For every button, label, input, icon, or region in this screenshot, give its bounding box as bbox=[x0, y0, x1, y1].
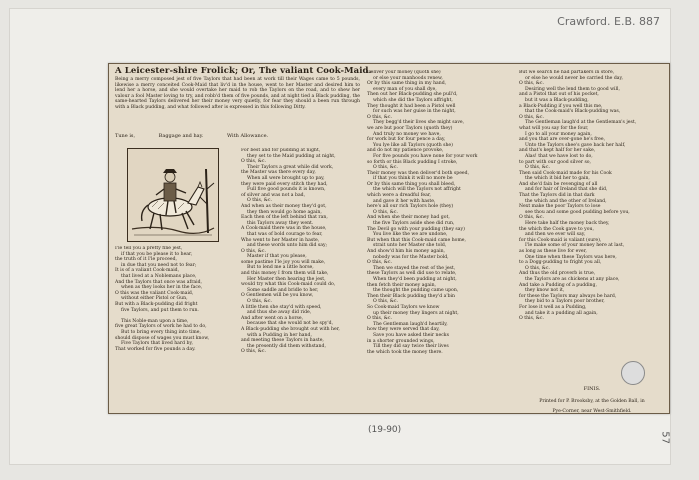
finis-mark: FINIS. bbox=[583, 386, 601, 392]
verse-line: the Master was there every day, bbox=[241, 170, 316, 176]
verse-line: which she did the Taylors affright, bbox=[373, 97, 453, 103]
verse-line: with a Pudding in her hand, bbox=[247, 332, 312, 338]
verse-line: the which the Cook gave to you, bbox=[519, 226, 594, 232]
verse-line: O this was the valiant Cook-maid, bbox=[115, 290, 194, 296]
verse-line: Next make the poor Taylors to lose bbox=[519, 204, 601, 210]
verse-line: if that you be please it to hear, bbox=[121, 251, 193, 257]
verse-line: here's all our rich Taylors hole (they) bbox=[367, 204, 454, 210]
verse-line: O this, &c. bbox=[525, 165, 550, 171]
verse-line: One time when these Taylors was here, bbox=[525, 254, 617, 260]
verse-line: Each then of the left behind that ran, bbox=[241, 215, 328, 221]
verse-line: the presently did them withstand, bbox=[247, 343, 326, 349]
imprint bbox=[519, 394, 665, 414]
verse-line: Pye-Corner, near West-Smithfield. bbox=[552, 408, 632, 414]
verse-line: five Taylors, and put them to run. bbox=[121, 307, 199, 313]
verse-line: And after went on a horse, bbox=[241, 315, 304, 321]
verse-line: they know not it, bbox=[525, 288, 565, 294]
verse-line: And take a Pudding of a pudding, bbox=[519, 282, 597, 288]
verse-line: O this, &c. bbox=[519, 316, 544, 322]
verse-line: would try what this Cook-maid could do, bbox=[241, 282, 336, 288]
verse-line: And the Taylors that once was afraid, bbox=[115, 279, 203, 285]
verse-line: Here take half the money back they, bbox=[525, 221, 610, 227]
verse-line: O this, &c. bbox=[367, 260, 392, 266]
verse-line: And she'd fain be revenging of all bbox=[519, 181, 598, 187]
verse-line: Then said Cook-maid made for his Cook bbox=[519, 170, 612, 176]
tune-name: Baggage and hay. bbox=[158, 133, 204, 139]
verse-line: It is of a valiant Cook-maid, bbox=[115, 268, 180, 274]
verse-line: a Black-Pudding if you well this me, bbox=[519, 103, 603, 109]
verse-column-middle-1 bbox=[241, 148, 365, 408]
verse-line: But to lend me a little horse, bbox=[247, 265, 314, 271]
verse-line: for these the Taylors may always be hard, bbox=[519, 293, 617, 299]
verse-line: the which it bid her to gain, bbox=[525, 176, 590, 182]
verse-line: And show'd him his money again, bbox=[367, 249, 446, 254]
verse-line: and this money I from them will take, bbox=[241, 271, 329, 277]
verse-line: and a Pistol that out of his pocket, bbox=[519, 92, 599, 98]
verse-line: This Noble-man upon a time, bbox=[121, 318, 189, 324]
verse-line: and meeting these Taylors in haste, bbox=[241, 338, 324, 344]
verse-column-middle-2 bbox=[367, 70, 515, 410]
verse-line: O this, &c. bbox=[241, 349, 266, 355]
broadside-sheet bbox=[108, 63, 670, 414]
library-stamp bbox=[621, 361, 645, 385]
verse-line: When they'd been pudding at night, bbox=[373, 276, 457, 282]
horse-rider-woodcut bbox=[128, 149, 218, 241]
verse-line: But to bring every thing into time, bbox=[121, 329, 201, 335]
verse-line: they then would go home again, bbox=[247, 209, 322, 215]
verse-line: of silver and was not a bad, bbox=[241, 192, 306, 198]
verse-line: and these words unto him did say; bbox=[247, 243, 328, 249]
shelfmark: (19-90) bbox=[368, 425, 402, 435]
verse-line: how they were served that day, bbox=[367, 327, 440, 333]
verse-line: The Gentleman laugh'd at the Gentleman's jest, bbox=[525, 120, 637, 126]
verse-line: You live like the we are undone, bbox=[373, 232, 448, 238]
verse-line: because that she would not be spy'd, bbox=[247, 321, 334, 327]
verse-line: The Gentleman laugh'd heartily, bbox=[373, 321, 448, 327]
verse-line: And when she their money had got, bbox=[367, 215, 450, 221]
verse-line: then fetch their money again, bbox=[367, 282, 437, 288]
verse-line: for this Cook-maid is valiant (sure), bbox=[519, 237, 602, 243]
verse-line: Master if that you please, bbox=[247, 254, 307, 260]
verse-line: O this, &c. bbox=[241, 159, 266, 165]
verse-line: O Gentlemen will be you know, bbox=[241, 293, 314, 299]
verse-line: And thus the old proverb is true, bbox=[519, 271, 596, 277]
tune-label: Tune is, bbox=[115, 133, 136, 139]
verse-line: Deliver your money (quoth she) bbox=[367, 70, 441, 75]
verse-line: You lye like all Taylors (quoth she) bbox=[373, 142, 453, 148]
verse-line: O this, &c. bbox=[519, 215, 544, 221]
verse-line: they bid to a Taylors poor brother, bbox=[525, 299, 605, 305]
verse-line: So Cook-maid Taylors we know bbox=[367, 304, 440, 310]
verse-line: O this, &c. bbox=[367, 316, 392, 322]
verse-column-left bbox=[115, 246, 247, 406]
verse-line: that lived at a Noblemans place, bbox=[121, 273, 197, 279]
verse-line: some pastime I'le joy you will make, bbox=[241, 259, 326, 265]
verse-line: in a shorter grounded wings, bbox=[367, 338, 435, 344]
verse-line: that was of bold courage to fear, bbox=[247, 231, 323, 237]
verse-line: I go to all your money again, bbox=[525, 131, 592, 137]
ballad-intro: Being a merry composed jest of five Taylors that had been at work till their Wages came to 5 pounds, likewise a merry conceited Cook-Maid that liv'd in the house, went to her Master and desired him to lend her a horse, and she would overtake her maid to rob the Taylors on the road, and to shew her valour a fool Master loving to try, and robb'd them of five pounds, and at night tied a Black pudding, the same-hearted Taylors delivered her their money very quietly, for fear they should a been run through with a Black pudding, and what followed after is expressed in this following Ditty. bbox=[115, 77, 360, 110]
licence-note: With Allowance. bbox=[227, 133, 269, 139]
verse-line: every man of you shall dye, bbox=[373, 86, 437, 92]
verse-line: should dispose of wages you must know, bbox=[115, 335, 210, 341]
verse-line: without either Pistol or Gun, bbox=[121, 296, 188, 302]
verse-line: for work but for four pence a day, bbox=[367, 137, 446, 143]
verse-line: But we search he had partakers in store, bbox=[519, 70, 615, 75]
verse-line: but it was a Black-pudding, bbox=[525, 97, 589, 103]
verse-line: O this, &c. bbox=[519, 81, 544, 87]
verse-line: they set to the Maid pudding at night, bbox=[247, 153, 336, 159]
verse-line: Five Taylors that lived hard by, bbox=[121, 341, 193, 347]
verse-line: A Cook-maid there was in the house, bbox=[241, 226, 327, 232]
verse-line: for such was her guise in the night, bbox=[373, 109, 456, 115]
verse-line: And truly no money we have, bbox=[373, 131, 441, 137]
verse-line: Or by this same thing in my hand, bbox=[367, 81, 447, 87]
verse-line: and gave it her with haste, bbox=[373, 198, 436, 204]
verse-line: That worked for five pounds a day. bbox=[115, 346, 196, 352]
verse-line: When all were brought up to pay, bbox=[247, 175, 325, 181]
woodcut-image bbox=[127, 148, 219, 242]
verse-line: For best and for pudding at night, bbox=[241, 148, 321, 153]
verse-line: A Black-pudding she brought out with her, bbox=[241, 327, 340, 332]
verse-line: A little then she stay'd with speed, bbox=[241, 304, 322, 310]
verse-line: O this, &c. bbox=[525, 265, 550, 271]
verse-line: up their money they lingers at night, bbox=[373, 310, 459, 316]
verse-line: that the Cook-maid's Black-pudding was, bbox=[525, 109, 621, 115]
verse-line: and do not my patience provoke, bbox=[367, 148, 444, 154]
verse-line: what will you say for the four, bbox=[519, 125, 589, 131]
verse-line: O this, &c. bbox=[373, 209, 398, 215]
ballad-title: A Leicester-shire Frolick; Or, The valiant Cook-Maid. bbox=[115, 66, 372, 76]
verse-line: in due that you need not to fear; bbox=[121, 262, 197, 268]
verse-line: They begg'd their lives she might save, bbox=[373, 120, 465, 126]
verse-line: Till they did say twice their lives bbox=[373, 344, 449, 350]
verse-line: I'le make some of your money here at last, bbox=[525, 243, 625, 249]
verse-line: O this, &c. bbox=[247, 198, 272, 204]
verse-line: and that's kept half for her sake, bbox=[519, 148, 596, 154]
verse-line: when as they looks her in the face, bbox=[121, 285, 203, 291]
verse-line: the thought the pudding came upon, bbox=[373, 288, 459, 294]
verse-line: and you that are over-gone he's free, bbox=[519, 137, 606, 143]
page-number: 57 bbox=[660, 431, 671, 444]
verse-line: see thou and some good pudding before you, bbox=[525, 209, 630, 215]
tune-line bbox=[115, 133, 360, 139]
verse-line: these Taylors as well did use to relate, bbox=[367, 271, 457, 277]
verse-line: five great Taylors of work he had to do, bbox=[115, 324, 207, 330]
verse-line: the truth of it I'le proceed, bbox=[115, 257, 177, 263]
verse-line: The Devil go with your pudding (they say) bbox=[367, 226, 465, 232]
verse-line: the which will the Taylors not affright bbox=[373, 187, 461, 193]
verse-line: the which took the money there. bbox=[367, 349, 443, 355]
verse-line: as long as these live for ever, bbox=[519, 249, 587, 254]
verse-line: Full five good pounds it is known, bbox=[247, 187, 326, 193]
verse-line: Then out her Black-pudding she pull'd, bbox=[367, 92, 458, 98]
verse-line: But when that this Cook-maid came home, bbox=[367, 237, 466, 243]
verse-line: O this, &c. bbox=[519, 114, 544, 120]
verse-line: this Taylors away they went. bbox=[247, 220, 314, 226]
verse-line: or else your manhoods renew, bbox=[373, 75, 443, 81]
verse-line: Their money was then deliver'd both speed, bbox=[367, 170, 470, 176]
verse-line: O this, &c. bbox=[373, 299, 398, 305]
verse-line: Or by this same thing you shall bleed, bbox=[367, 181, 456, 187]
verse-line: O this, &c. bbox=[241, 248, 266, 254]
verse-line: Then we stayed the rest of the jest, bbox=[373, 265, 456, 271]
verse-line: Their Taylors a great while did work, bbox=[247, 164, 334, 170]
verse-line: the five Taylors aside shee did run, bbox=[373, 221, 455, 227]
verse-line: and for hair of Ireland that she did, bbox=[525, 187, 608, 193]
verse-line: Save you have asked their necks bbox=[373, 332, 449, 338]
verse-line: But with a Black-pudding did fright bbox=[115, 301, 198, 307]
verse-line: they were paid every stitch they had, bbox=[241, 181, 328, 187]
verse-line: Her Master then hearing the jest, bbox=[247, 276, 326, 282]
verse-line: And when as their money they'd got, bbox=[241, 203, 327, 209]
verse-line: Printed for P. Brooksby, at the Golden Ball, in bbox=[539, 398, 645, 404]
verse-line: Unto the Taylors shee's gave back her half, bbox=[525, 142, 626, 148]
verse-line: and thus she away did ride, bbox=[247, 310, 312, 316]
verse-line: to a Dogg-pudding to fright you all, bbox=[519, 260, 602, 266]
verse-line: O this, &c. bbox=[367, 114, 392, 120]
verse-line: Desiring well the lend them to good will, bbox=[525, 86, 620, 92]
verse-line: That the Taylors did in that dark bbox=[519, 193, 595, 199]
verse-line: Who went to her Master in haste, bbox=[241, 237, 320, 243]
verse-line: I'le tell you a pretty fine jest, bbox=[115, 246, 183, 251]
verse-line: if that you think it will no more be bbox=[373, 176, 453, 182]
verse-column-right bbox=[519, 70, 665, 390]
verse-line: Some saddle and bridle to her, bbox=[247, 287, 319, 293]
verse-line: so forth or this Black pudding I stroke, bbox=[367, 159, 458, 165]
catalogue-note: Crawford. E.B. 887 bbox=[557, 15, 660, 28]
verse-line: the Taylors are as chickens at any place, bbox=[525, 276, 620, 282]
verse-line: Then their Black pudding they'd a'bin bbox=[367, 293, 455, 299]
verse-line: For lose it well as a Pudding, bbox=[519, 304, 587, 310]
verse-line: They thought it had been a Pistol well bbox=[367, 103, 456, 109]
verse-line: or else he would never be carried the day, bbox=[525, 75, 623, 81]
verse-line: O this, &c. bbox=[247, 299, 272, 305]
verse-line: O this, &c. bbox=[373, 165, 398, 171]
verse-line: For five pounds you have none for your work bbox=[373, 153, 478, 159]
verse-line: and take it a pudding all again, bbox=[525, 310, 598, 316]
verse-line: to part with our good silver so, bbox=[519, 159, 592, 165]
verse-line: strait unto her Master she told, bbox=[373, 243, 447, 249]
verse-line: Alas! that we have lost to do, bbox=[525, 153, 593, 159]
verse-line: which were a dreadful fear, bbox=[367, 193, 432, 199]
verse-line: the which and the other of Ireland, bbox=[525, 198, 607, 204]
verse-line: nobody was for the Master bold, bbox=[373, 254, 449, 260]
verse-line: and then we ever will say, bbox=[525, 232, 586, 238]
verse-line: we are but poor Taylors (quoth they) bbox=[367, 125, 453, 131]
